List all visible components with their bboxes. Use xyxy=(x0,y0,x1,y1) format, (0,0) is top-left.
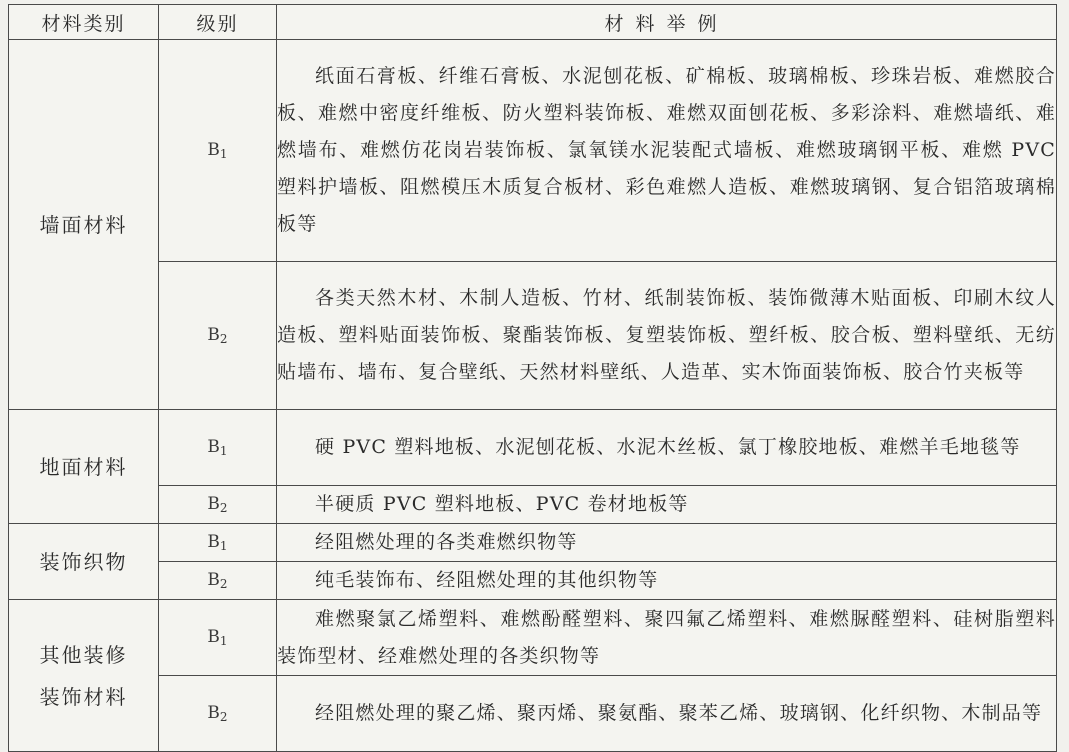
level-cell xyxy=(159,524,277,562)
table-header-row xyxy=(9,5,1057,40)
examples-cell: 经阻燃处理的各类难燃织物等 xyxy=(277,524,1057,562)
table-row xyxy=(9,524,1057,562)
category-cell-wall: 墙面材料 xyxy=(9,40,159,410)
level-cell xyxy=(159,562,277,600)
category-cell-fabric: 装饰织物 xyxy=(9,524,159,600)
level-cell xyxy=(159,262,277,410)
level-subscript: 2 xyxy=(219,332,228,346)
examples-cell: 经阻燃处理的聚乙烯、聚丙烯、聚氨酯、聚苯乙烯、玻璃钢、化纤织物、木制品等 xyxy=(277,676,1057,752)
table-row xyxy=(9,410,1057,486)
category-line-2: 装饰材料 xyxy=(39,684,128,709)
examples-cell: 纯毛装饰布、经阻燃处理的其他织物等 xyxy=(277,562,1057,600)
level-subscript: 1 xyxy=(219,147,228,161)
level-letter: B xyxy=(207,325,220,345)
level-subscript: 1 xyxy=(219,444,228,458)
table-row xyxy=(9,262,1057,410)
level-cell xyxy=(159,600,277,676)
header-examples: 材料举例 xyxy=(277,5,1057,40)
level-letter: B xyxy=(207,437,220,457)
category-cell-other xyxy=(9,600,159,752)
examples-cell: 各类天然木材、木制人造板、竹材、纸制装饰板、装饰微薄木贴面板、印刷木纹人造板、塑料贴面装饰板、聚酯装饰板、复塑装饰板、塑纤板、胶合板、塑料壁纸、无纺贴墙布、墙布、复合壁纸、天然材料壁纸、人造革、实木饰面装饰板、胶合竹夹板等 xyxy=(277,262,1057,410)
examples-cell: 难燃聚氯乙烯塑料、难燃酚醛塑料、聚四氟乙烯塑料、难燃脲醛塑料、硅树脂塑料装饰型材、经难燃处理的各类织物等 xyxy=(277,600,1057,676)
category-cell-floor: 地面材料 xyxy=(9,410,159,524)
level-letter: B xyxy=(207,140,220,160)
level-cell xyxy=(159,40,277,262)
category-line-1: 其他装修 xyxy=(39,642,128,667)
level-subscript: 2 xyxy=(219,710,228,724)
level-cell xyxy=(159,676,277,752)
examples-cell: 硬 PVC 塑料地板、水泥刨花板、水泥木丝板、氯丁橡胶地板、难燃羊毛地毯等 xyxy=(277,410,1057,486)
examples-cell: 半硬质 PVC 塑料地板、PVC 卷材地板等 xyxy=(277,486,1057,524)
level-cell xyxy=(159,410,277,486)
level-letter: B xyxy=(207,703,220,723)
examples-cell: 纸面石膏板、纤维石膏板、水泥刨花板、矿棉板、玻璃棉板、珍珠岩板、难燃胶合板、难燃中密度纤维板、防火塑料装饰板、难燃双面刨花板、多彩涂料、难燃墙纸、难燃墙布、难燃仿花岗岩装饰板、氯氧镁水泥装配式墙板、难燃玻璃钢平板、难燃 PVC 塑料护墙板、阻燃模压木质复合板材、彩色难燃人造板、难燃玻璃钢、复合铝箔玻璃棉板等 xyxy=(277,40,1057,262)
table-row xyxy=(9,40,1057,262)
header-level: 级别 xyxy=(159,5,277,40)
level-cell xyxy=(159,486,277,524)
materials-table xyxy=(8,4,1057,752)
level-subscript: 1 xyxy=(219,634,228,648)
level-letter: B xyxy=(207,627,220,647)
level-letter: B xyxy=(207,532,220,552)
level-subscript: 2 xyxy=(219,577,228,591)
table-row xyxy=(9,486,1057,524)
level-subscript: 2 xyxy=(219,501,228,515)
level-subscript: 1 xyxy=(219,539,228,553)
level-letter: B xyxy=(207,570,220,590)
table-row xyxy=(9,676,1057,752)
table-row xyxy=(9,562,1057,600)
header-category: 材料类别 xyxy=(9,5,159,40)
level-letter: B xyxy=(207,494,220,514)
table-row xyxy=(9,600,1057,676)
